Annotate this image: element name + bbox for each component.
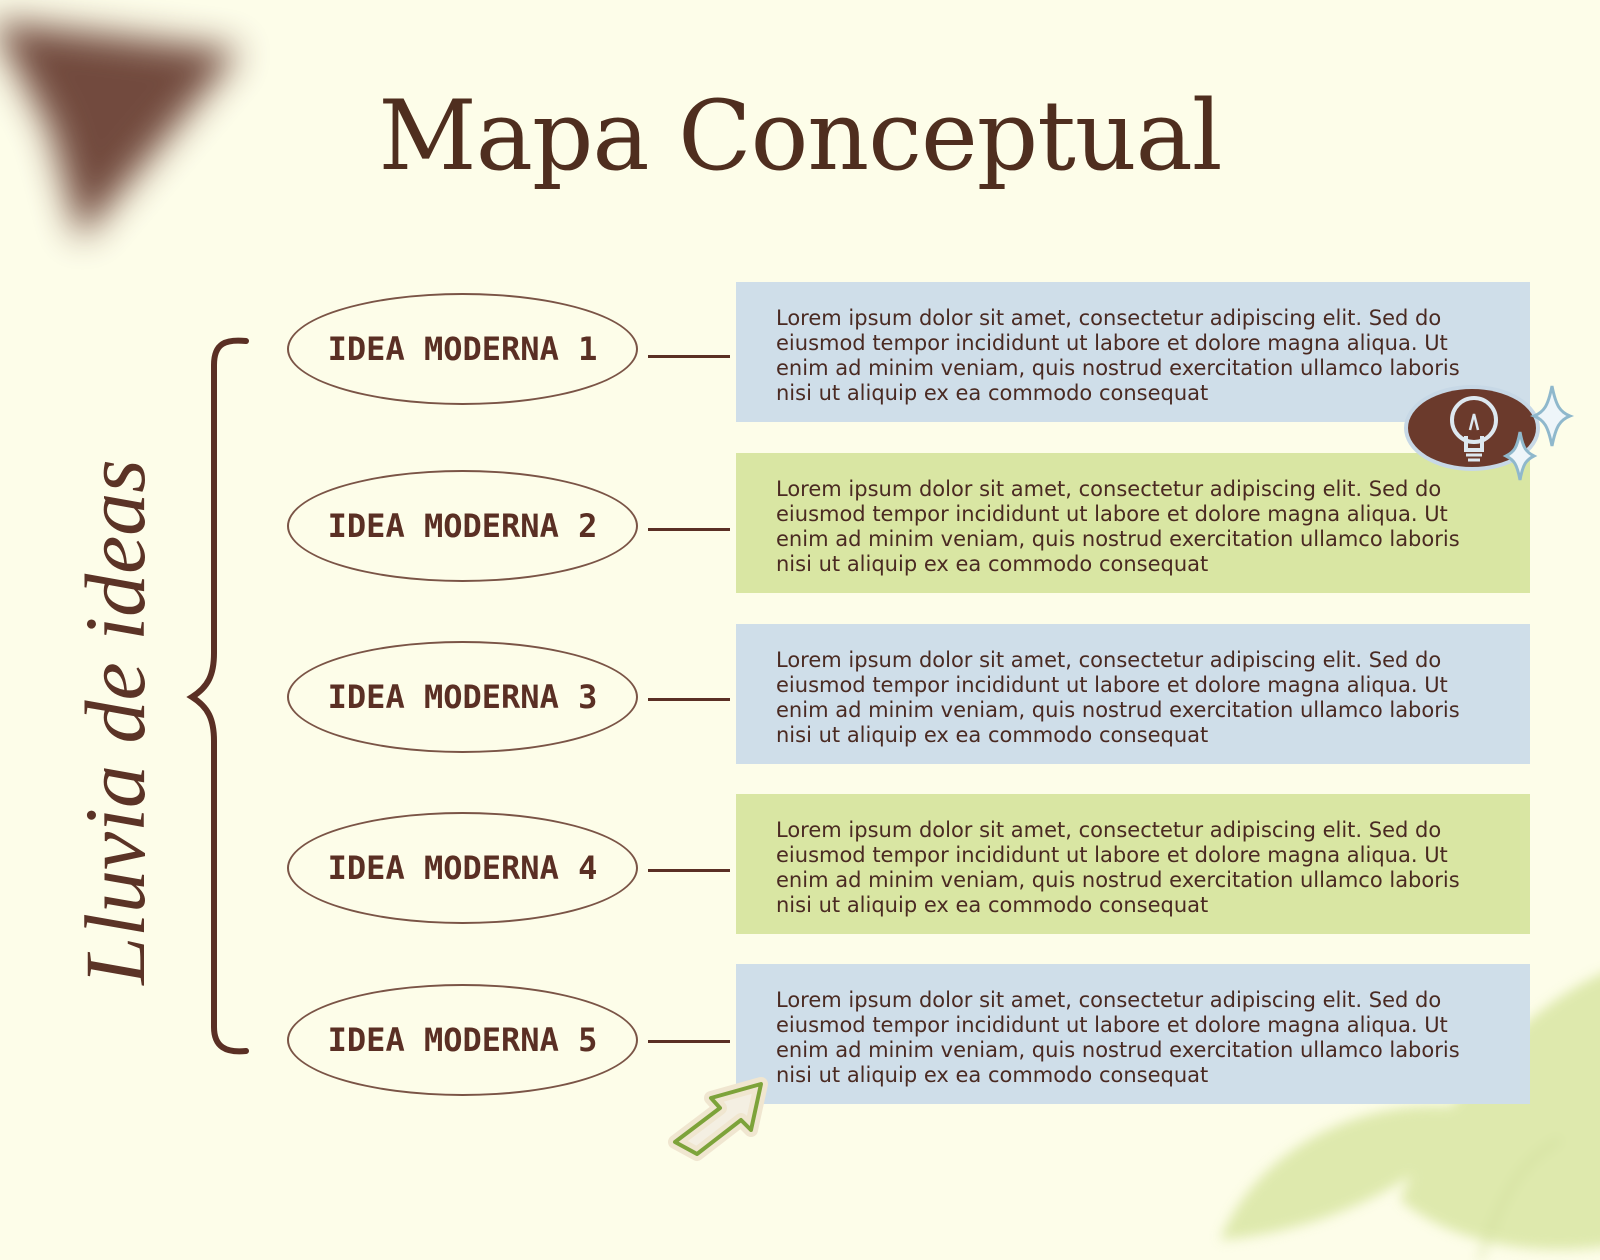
idea-oval [287, 641, 638, 753]
idea-description-box: Lorem ipsum dolor sit amet, consectetur adipiscing elit. Sed do eiusmod tempor incididunt ut labore et dolore magna aliqua. Ut enim ad minim veniam, quis nostrud exercitation ullamco laboris nisi ut aliquip ex ea commodo consequat [736, 964, 1530, 1104]
idea-oval [287, 812, 638, 924]
page-title: Mapa Conceptual [378, 80, 1222, 192]
connector-line [648, 355, 730, 358]
arrow-icon [665, 1072, 780, 1162]
connector-line [648, 528, 730, 531]
idea-label: IDEA MODERNA 3 [327, 678, 598, 716]
idea-label: IDEA MODERNA 1 [327, 330, 598, 368]
idea-oval [287, 470, 638, 582]
idea-description-box: Lorem ipsum dolor sit amet, consectetur adipiscing elit. Sed do eiusmod tempor incididunt ut labore et dolore magna aliqua. Ut enim ad minim veniam, quis nostrud exercitation ullamco laboris nisi ut aliquip ex ea commodo consequat [736, 794, 1530, 934]
idea-label: IDEA MODERNA 2 [327, 507, 598, 545]
connector-line [648, 698, 730, 701]
connector-line [648, 1040, 730, 1043]
connector-line [648, 869, 730, 872]
idea-description-box: Lorem ipsum dolor sit amet, consectetur adipiscing elit. Sed do eiusmod tempor incididunt ut labore et dolore magna aliqua. Ut enim ad minim veniam, quis nostrud exercitation ullamco laboris nisi ut aliquip ex ea commodo consequat [736, 624, 1530, 764]
idea-label: IDEA MODERNA 4 [327, 849, 598, 887]
idea-description-box: Lorem ipsum dolor sit amet, consectetur adipiscing elit. Sed do eiusmod tempor incididunt ut labore et dolore magna aliqua. Ut enim ad minim veniam, quis nostrud exercitation ullamco laboris nisi ut aliquip ex ea commodo consequat [736, 453, 1530, 593]
side-title: Lluvia de ideas [67, 459, 163, 985]
curly-brace [180, 335, 260, 1057]
idea-description-box: Lorem ipsum dolor sit amet, consectetur adipiscing elit. Sed do eiusmod tempor incididunt ut labore et dolore magna aliqua. Ut enim ad minim veniam, quis nostrud exercitation ullamco laboris nisi ut aliquip ex ea commodo consequat [736, 282, 1530, 422]
idea-label: IDEA MODERNA 5 [327, 1021, 598, 1059]
idea-oval [287, 984, 638, 1096]
lightbulb-icon [1400, 380, 1580, 510]
idea-oval [287, 293, 638, 405]
